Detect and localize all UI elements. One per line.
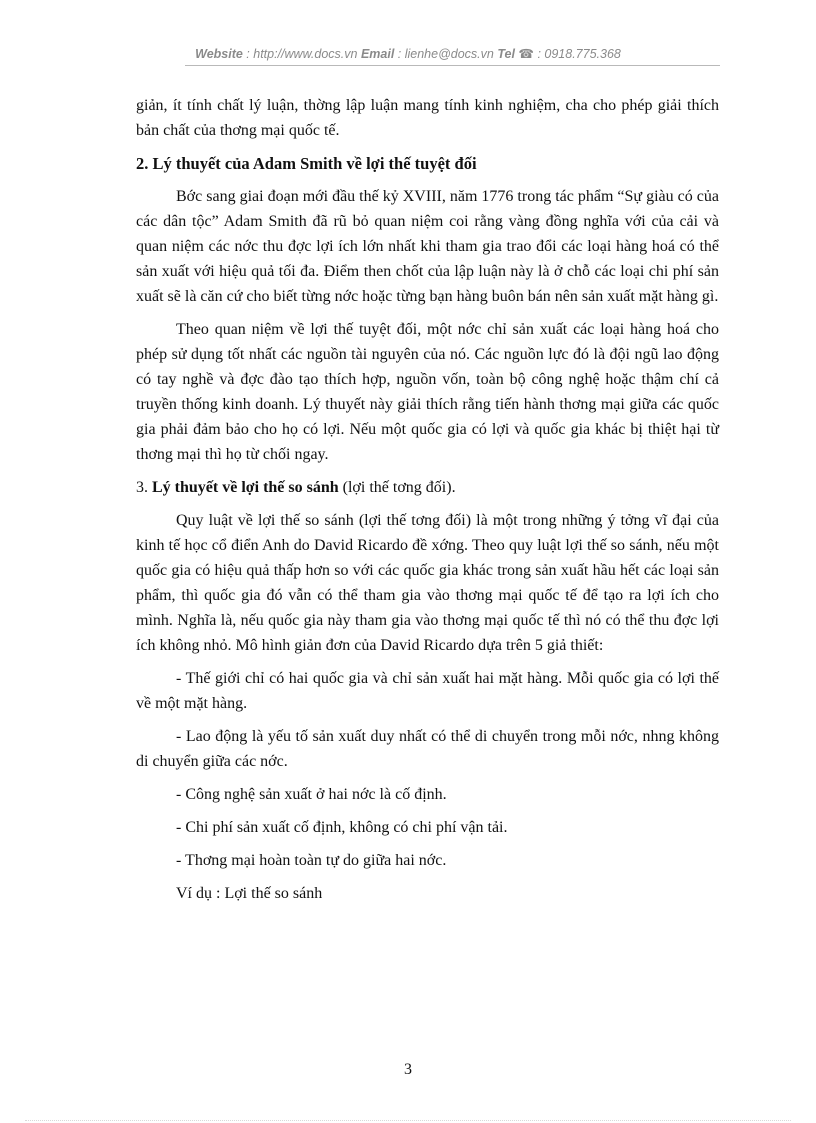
website-value: : http://www.docs.vn xyxy=(242,47,361,61)
assumption-2: - Lao động là yếu tố sản xuất duy nhất có thể di chuyển trong mỗi nớc, nhng không di chuyển giữa các nớc. xyxy=(136,728,719,770)
email-label: Email xyxy=(360,47,395,61)
email-value: : lienhe@docs.vn xyxy=(394,47,498,61)
ricardo-paragraph: Quy luật về lợi thế so sánh (lợi thế tơng đối) là một trong những ý tởng vĩ đại của kinh tế học cổ điển Anh do David Ricardo đề xớng. Theo quy luật lợi thế so sánh, nếu một quốc gia có hiệu quả thấp hơn so với các quốc gia khác trong sản xuất hầu hết các loại sản phẩm, thì quốc gia đó vẫn có thể tham gia vào thơng mại quốc tế để tạo ra lợi ích cho mình. Nghĩa là, nếu quốc gia này tham gia vào thơng mại quốc tế thì nó có thể thu đợc lợi ích không nhỏ. Mô hình giản đơn của David Ricardo dựa trên 5 giả thiết: xyxy=(136,512,719,654)
section-3-subtitle: (lợi thế tơng đối). xyxy=(338,479,456,496)
assumption-5: - Thơng mại hoàn toàn tự do giữa hai nớc. xyxy=(176,852,447,869)
section-3-title: Lý thuyết về lợi thế so sánh xyxy=(152,479,339,496)
section-3-number: 3. xyxy=(136,479,152,496)
section-2-heading: 2. Lý thuyết của Adam Smith về lợi thế tuyệt đối xyxy=(136,154,477,173)
tel-label: Tel xyxy=(497,47,515,61)
smith-paragraph-1: Bớc sang giai đoạn mới đầu thế kỷ XVIII, năm 1776 trong tác phẩm “Sự giàu có của các dân tộc” Adam Smith đã rũ bỏ quan niệm coi rằng vàng đồng nghĩa với của cải và quan niệm các nớc thu đợc lợi ích lớn nhất khi tham gia trao đổi các loại hàng hoá có thể sản xuất với hiệu quả tối đa. Điểm then chốt của lập luận này là ở chỗ các loại chi phí sản xuất sẽ là căn cứ cho biết từng nớc hoặc từng bạn hàng buôn bán nên sản xuất mặt hàng gì. xyxy=(136,188,719,305)
section-3-heading xyxy=(136,475,719,500)
page-number: 3 xyxy=(404,1061,412,1078)
page-header xyxy=(0,46,816,61)
document-body xyxy=(136,93,719,906)
assumption-4: - Chi phí sản xuất cố định, không có chi phí vận tải. xyxy=(176,819,508,836)
website-label: Website xyxy=(195,47,243,61)
example-label: Ví dụ : Lợi thế so sánh xyxy=(176,885,323,902)
assumption-3: - Công nghệ sản xuất ở hai nớc là cố định. xyxy=(176,786,447,803)
footer-divider xyxy=(25,1120,791,1121)
tel-value: ☎ : 0918.775.368 xyxy=(514,47,621,61)
assumption-1: - Thế giới chỉ có hai quốc gia và chỉ sản xuất hai mặt hàng. Mỗi quốc gia có lợi thế về một mặt hàng. xyxy=(136,670,719,712)
intro-paragraph: giản, ít tính chất lý luận, thờng lập luận mang tính kinh nghiệm, cha cho phép giải thích bản chất của thơng mại quốc tế. xyxy=(136,97,719,139)
smith-paragraph-2: Theo quan niệm về lợi thế tuyệt đối, một nớc chỉ sản xuất các loại hàng hoá cho phép sử dụng tốt nhất các nguồn tài nguyên của nó. Các nguồn lực đó là đội ngũ lao động có tay nghề và đợc đào tạo thích hợp, nguồn vốn, toàn bộ công nghệ hoặc thậm chí cả truyền thống kinh doanh. Lý thuyết này giải thích rằng tiến hành thơng mại giữa các quốc gia phải đảm bảo cho họ có lợi. Nếu một quốc gia có lợi và quốc gia khác bị thiệt hại từ thơng mại thì họ từ chối ngay. xyxy=(136,321,719,463)
header-divider xyxy=(185,65,720,66)
